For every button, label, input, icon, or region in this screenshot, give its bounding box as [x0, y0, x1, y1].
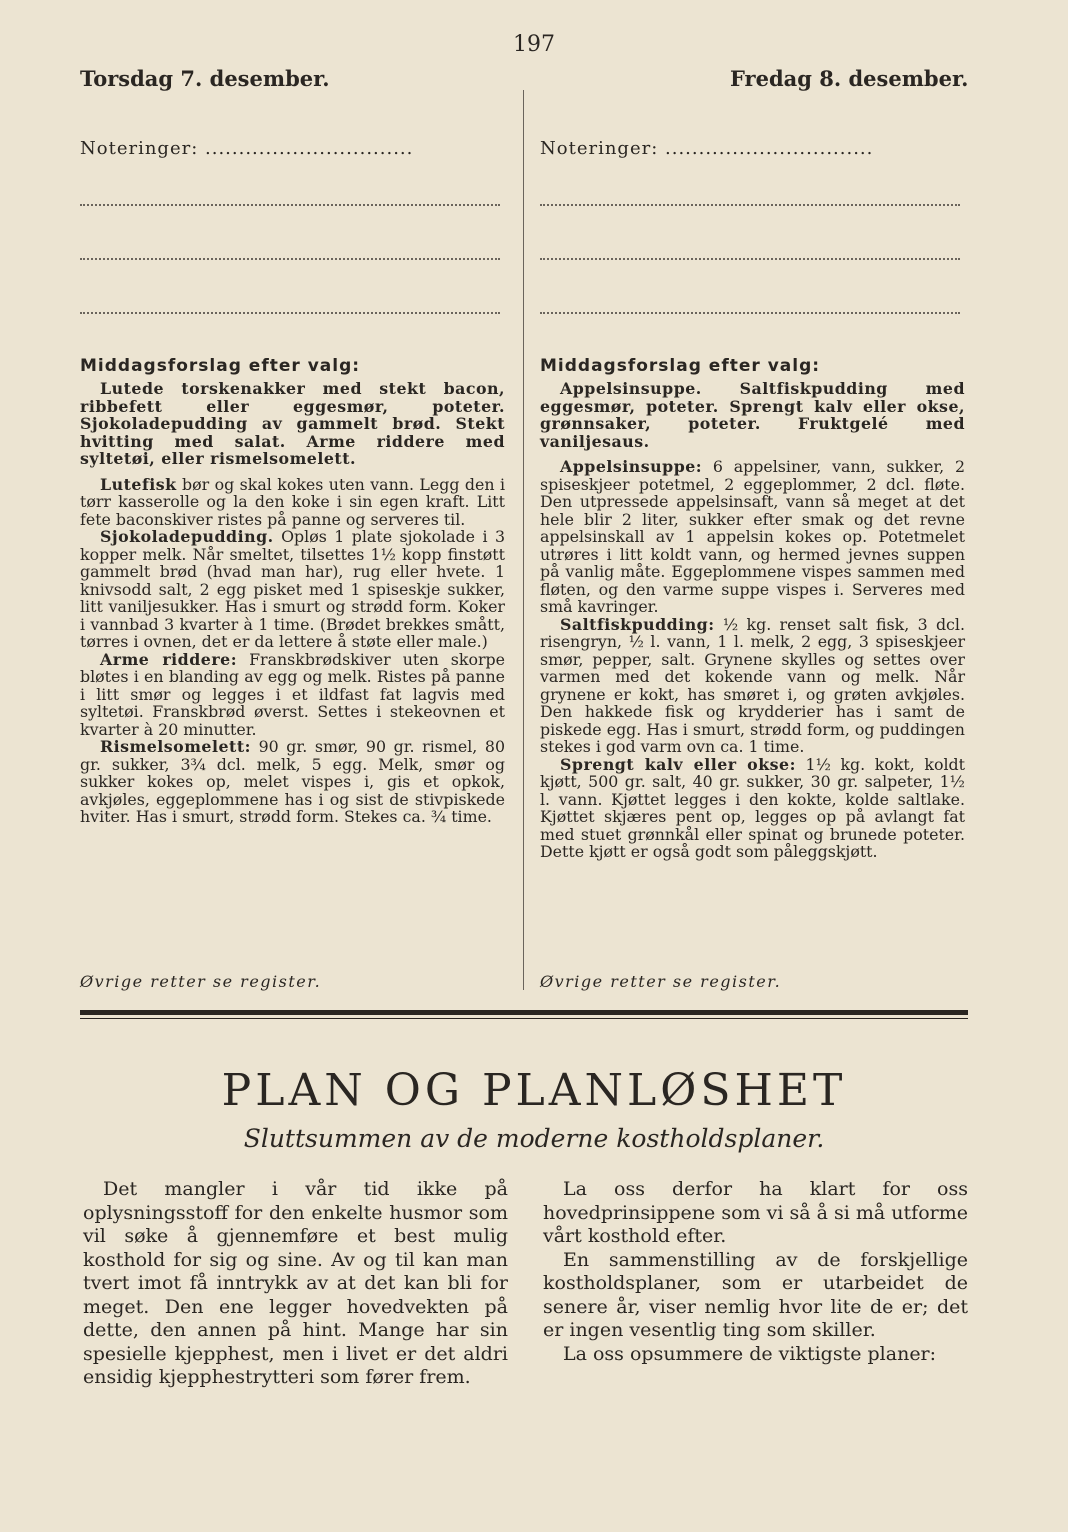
middag-title-right: Middagsforslag efter valg:: [540, 356, 821, 376]
recipe: [540, 616, 965, 756]
middag-title-left: Middagsforslag efter valg:: [80, 356, 361, 376]
recipe-name: Saltfiskpudding:: [560, 614, 715, 634]
notes-line[interactable]: [540, 204, 960, 206]
article-paragraph: La oss opsummere de viktigste planer:: [563, 1342, 937, 1365]
ovrige-retter-left: Øvrige retter se register.: [80, 972, 322, 991]
recipe-text: Franskbrødskiver uten skorpe bløtes i en blanding av egg og melk. Ristes på panne i litt smør og legges i et ildfast fat lagvis med syltetøi. Franskbrød øverst. Settes i stekeovnen et kvarter à 20 minutter.: [80, 649, 505, 739]
recipe-name: Rismelsomelett:: [100, 737, 251, 756]
notes-line[interactable]: [540, 258, 960, 260]
recipe-text: ½ kg. renset salt fisk, 3 dcl. risengryn, ½ l. vann, 1 l. melk, 2 egg, 3 spiseskjeer smør, pepper, salt. Grynene skylles og settes over varmen med det kokende vann og melk. Når grynene er kokt, has smøret i, og grøten avkjøles. Den hakkede fisk og krydderier has i samt de piskede egg. Has i smurt, strødd form, og puddingen stekes i god varm ovn ca. 1 time.: [540, 614, 965, 756]
column-divider: [523, 90, 524, 990]
recipe-name: Sprengt kalv eller okse:: [560, 754, 796, 774]
ovrige-retter-right: Øvrige retter se register.: [540, 972, 782, 991]
day-heading-left: Torsdag 7. desember.: [80, 66, 330, 91]
article-paragraph: La oss derfor ha klart for oss hovedprinsippene som vi så å si må utforme vårt kosthold efter.: [543, 1178, 968, 1247]
recipes-left: [80, 380, 505, 826]
notes-line[interactable]: [80, 312, 500, 314]
recipe-text: 1½ kg. kokt, koldt kjøtt, 500 gr. salt, 40 gr. sukker, 30 gr. salpeter, 1½ l. vann. Kjøttet legges i den kokte, kolde saltlake. Kjøttet skjæres pent op, legges op på avlangt fat med stuet grønnkål eller spinat og brunede poteter. Dette kjøtt er også godt som påleggskjøtt.: [540, 754, 965, 861]
menu-intro-right: Appelsinsuppe. Saltfiskpudding med eggesmør, poteter. Sprengt kalv eller okse, grønnsaker, poteter. Fruktgelé med vaniljesaus.: [540, 379, 965, 451]
recipe: [80, 476, 505, 529]
recipe-text: bør og skal kokes uten vann. Legg den i tørr kasserolle og la den koke i sin egen kraft. Litt fete baconskiver ristes på panne og serveres til.: [80, 474, 505, 529]
article-column-right: [543, 1178, 968, 1366]
page-number: 197: [513, 32, 555, 57]
recipe-name: Appelsinsuppe:: [560, 457, 703, 476]
article-column-left: [83, 1178, 508, 1390]
recipe-text: Opløs 1 plate sjokolade i 3 kopper melk. Når smeltet, tilsettes 1½ kopp finstøtt gammelt brød (hvad man har), rug eller hvete. 1 knivsodd salt, 2 egg pisket med 1 spiseskje sukker, litt vaniljesukker. Has i smurt og strødd form. Koker i vannbad 3 kvarter à 1 time. (Brødet brekkes smått, tørres i ovnen, det er da lettere å støte eller male.): [80, 527, 505, 651]
recipe: [540, 458, 965, 616]
recipes-right: [540, 380, 965, 861]
recipe-text: 90 gr. smør, 90 gr. rismel, 80 gr. sukker, 3¾ dcl. melk, 5 egg. Melk, smør og sukker kokes op, melet vispes i, gis et opkok, avkjøles, eggeplommene has i og sist de stivpiskede hviter. Has i smurt, strødd form. Stekes ca. ¾ time.: [80, 737, 506, 826]
notes-line[interactable]: [80, 204, 500, 206]
article-subtitle: Sluttsummen av de moderne kostholdsplaner.: [243, 1124, 825, 1153]
notes-line[interactable]: [540, 312, 960, 314]
menu-intro-left: Lutede torskenakker med stekt bacon, ribbefett eller eggesmør, poteter. Sjokoladepudding av gammelt brød. Stekt hvitting med salat. Arme riddere med syltetøi, eller rismelsomelett.: [80, 379, 505, 468]
recipe-name: Arme riddere:: [100, 649, 238, 669]
article-paragraph: Det mangler i vår tid ikke på oplysningsstoff for den enkelte husmor som vil søke å gjennemføre et best mulig kosthold for sig og sine. Av og til kan man tvert imot få inntrykk av at det kan bli for meget. Den ene legger hovedvekten på dette, den annen på hint. Mange har sin spesielle kjepphest, men i livet er det aldri ensidig kjepphestrytteri som fører frem.: [83, 1178, 508, 1388]
recipe: [80, 528, 505, 651]
recipe: [80, 651, 505, 739]
notes-label-left: Noteringer: .....: [80, 138, 413, 159]
recipe-name: Sjokoladepudding.: [100, 527, 274, 546]
recipe-name: Lutefisk: [100, 474, 177, 494]
article-title: PLAN OG PLANLØSHET: [221, 1065, 847, 1116]
notes-label-right: Noteringer: .....: [540, 138, 873, 159]
notes-line[interactable]: [80, 258, 500, 260]
recipe-text: 6 appelsiner, vann, sukker, 2 spiseskjeer potetmel, 2 eggeplommer, 2 dcl. fløte. Den utpressede appelsinsaft, vann så meget at det hele blir 2 liter, sukker efter smak og det revne appelsinskall av 1 appelsin kokes op. Potetmelet utrøres i litt koldt vann, og hermed jevnes suppen på vanlig måte. Eggeplommene vispes sammen med fløten, og den varme suppe vispes i. Serveres med små kavringer.: [540, 457, 965, 616]
article-paragraph: En sammenstilling av de forskjellige kostholdsplaner, som er utarbeidet de senere år, viser nemlig hvor lite de er; det er ingen vesentlig ting som skiller.: [543, 1248, 968, 1341]
section-rule: [80, 1010, 968, 1015]
day-heading-right: Fredag 8. desember.: [730, 66, 969, 91]
recipe: [80, 738, 505, 826]
recipe: [540, 756, 965, 861]
section-rule-thin: [80, 1018, 968, 1019]
